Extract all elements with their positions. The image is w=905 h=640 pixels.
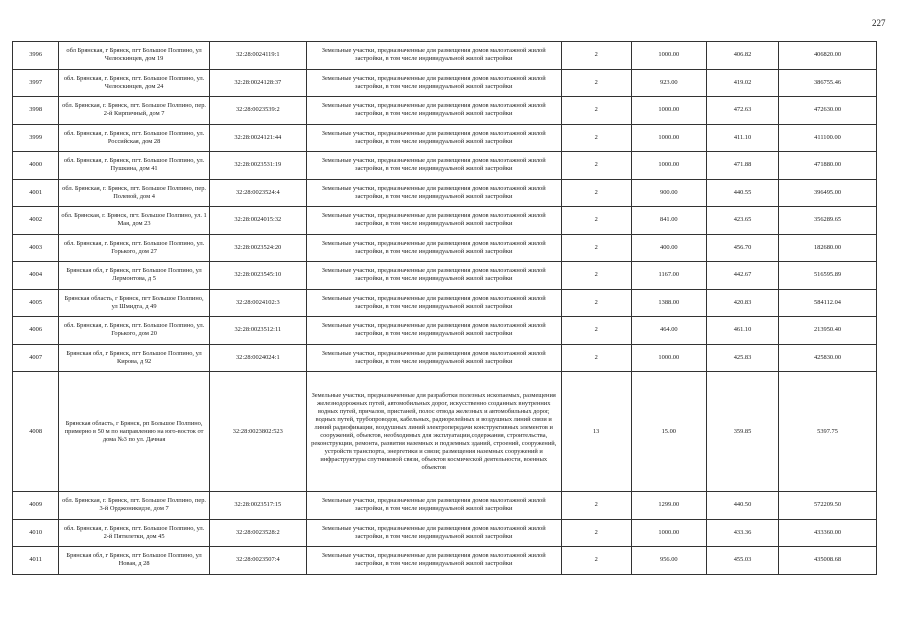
address-cell: Брянская область, г Брянск, рп Большое Полпино, примерно в 50 м по направлению на юго-восток от дома №3 по ул. Дачная [59, 372, 210, 492]
cadastral-number-cell: 32:28:0023545:10 [209, 262, 306, 290]
use-group-cell: 2 [561, 179, 631, 207]
table-row [13, 317, 877, 345]
specific-value-cell: 433.36 [706, 519, 778, 547]
use-group-cell: 2 [561, 289, 631, 317]
permitted-use-cell: Земельные участки, предназначенные для размещения домов малоэтажной жилой застройки, в том числе индивидуальной жилой застройки [306, 289, 561, 317]
use-group-cell: 2 [561, 97, 631, 125]
area-cell: 1388.00 [631, 289, 706, 317]
address-cell: обл Брянская, г Брянск, пгт Большое Полпино, ул Челюскинцев, дом 19 [59, 42, 210, 70]
table-row [13, 69, 877, 97]
cadastral-value-cell: 516595.89 [779, 262, 877, 290]
row-number-cell: 3998 [13, 97, 59, 125]
use-group-cell: 2 [561, 124, 631, 152]
table-row [13, 344, 877, 372]
address-cell: Брянская обл, г Брянск, пгт Большое Полпино, ул Кирова, д 92 [59, 344, 210, 372]
permitted-use-cell: Земельные участки, предназначенные для размещения домов малоэтажной жилой застройки, в том числе индивидуальной жилой застройки [306, 344, 561, 372]
address-cell: обл. Брянская, г. Брянск, пгт. Большое Полпино, ул. 2-й Пятилетки, дом 45 [59, 519, 210, 547]
cadastral-value-cell: 182680.00 [779, 234, 877, 262]
table-row [13, 262, 877, 290]
address-cell: обл. Брянская, г. Брянск, пгт. Большое Полпино, пер. 2-й Кирпичный, дом 7 [59, 97, 210, 125]
area-cell: 1000.00 [631, 152, 706, 180]
permitted-use-cell: Земельные участки, предназначенные для размещения домов малоэтажной жилой застройки, в том числе индивидуальной жилой застройки [306, 317, 561, 345]
use-group-cell: 2 [561, 262, 631, 290]
table-row [13, 179, 877, 207]
use-group-cell: 2 [561, 42, 631, 70]
permitted-use-cell: Земельные участки, предназначенные для размещения домов малоэтажной жилой застройки, в том числе индивидуальной жилой застройки [306, 124, 561, 152]
cadastral-number-cell: 32:28:0024121:44 [209, 124, 306, 152]
cadastral-value-cell: 356289.65 [779, 207, 877, 235]
area-cell: 1000.00 [631, 97, 706, 125]
row-number-cell: 4010 [13, 519, 59, 547]
area-cell: 956.00 [631, 547, 706, 575]
permitted-use-cell: Земельные участки, предназначенные для размещения домов малоэтажной жилой застройки, в том числе индивидуальной жилой застройки [306, 69, 561, 97]
address-cell: обл. Брянская, г. Брянск, пгт. Большое Полпино, ул. Горького, дом 20 [59, 317, 210, 345]
specific-value-cell: 419.02 [706, 69, 778, 97]
row-number-cell: 4007 [13, 344, 59, 372]
specific-value-cell: 411.10 [706, 124, 778, 152]
cadastral-number-cell: 32:28:0023517:15 [209, 492, 306, 520]
cadastral-value-cell: 425830.00 [779, 344, 877, 372]
cadastral-value-cell: 396495.00 [779, 179, 877, 207]
specific-value-cell: 420.83 [706, 289, 778, 317]
cadastral-number-cell: 32:28:0024024:1 [209, 344, 306, 372]
specific-value-cell: 425.83 [706, 344, 778, 372]
area-cell: 1000.00 [631, 519, 706, 547]
row-number-cell: 4002 [13, 207, 59, 235]
address-cell: обл. Брянская, г. Брянск, пгт. Большое Полпино, ул. Горького, дом 27 [59, 234, 210, 262]
cadastral-number-cell: 32:28:0024015:32 [209, 207, 306, 235]
cadastral-number-cell: 32:28:0024119:1 [209, 42, 306, 70]
row-number-cell: 4006 [13, 317, 59, 345]
cadastral-value-cell: 472630.00 [779, 97, 877, 125]
specific-value-cell: 423.65 [706, 207, 778, 235]
permitted-use-cell: Земельные участки, предназначенные для размещения домов малоэтажной жилой застройки, в том числе индивидуальной жилой застройки [306, 207, 561, 235]
area-cell: 1000.00 [631, 344, 706, 372]
cadastral-number-cell: 32:28:0024102:3 [209, 289, 306, 317]
table-row [13, 519, 877, 547]
permitted-use-cell: Земельные участки, предназначенные для размещения домов малоэтажной жилой застройки, в том числе индивидуальной жилой застройки [306, 97, 561, 125]
use-group-cell: 2 [561, 317, 631, 345]
specific-value-cell: 359.85 [706, 372, 778, 492]
permitted-use-cell: Земельные участки, предназначенные для размещения домов малоэтажной жилой застройки, в том числе индивидуальной жилой застройки [306, 262, 561, 290]
area-cell: 1000.00 [631, 124, 706, 152]
permitted-use-cell: Земельные участки, предназначенные для размещения домов малоэтажной жилой застройки, в том числе индивидуальной жилой застройки [306, 547, 561, 575]
row-number-cell: 4008 [13, 372, 59, 492]
cadastral-number-cell: 32:28:0023512:11 [209, 317, 306, 345]
use-group-cell: 2 [561, 492, 631, 520]
specific-value-cell: 440.55 [706, 179, 778, 207]
address-cell: Брянская обл, г Брянск, пгт Большое Полпино, ул Новая, д 28 [59, 547, 210, 575]
permitted-use-cell: Земельные участки, предназначенные для разработки полезных ископаемых, размещения железнодорожных путей, автомобильных дорог, искусственно созданных внутренних водных путей, причалов, пристаней, полос отвода железных и автомобильных дорог, водных путей, трубопроводов, кабельных, радиорелейных и воздушных линий связи и линий радиофикации, воздушных линий электропередачи конструктивных элементов и сооружений, объектов, необходимых для эксплуатации,содержания, строительства, реконструкции, ремонта, развития наземных и подземных зданий, строений, сооружений, устройств транспорта, энергетики и связи; размещения наземных сооружений и инфраструктуры спутниковой связи, объектов космической деятельности, военных объектов [306, 372, 561, 492]
permitted-use-cell: Земельные участки, предназначенные для размещения домов малоэтажной жилой застройки, в том числе индивидуальной жилой застройки [306, 519, 561, 547]
cadastral-number-cell: 32:28:0024128:37 [209, 69, 306, 97]
cadastral-value-cell: 406820.00 [779, 42, 877, 70]
table-row [13, 234, 877, 262]
specific-value-cell: 406.82 [706, 42, 778, 70]
specific-value-cell: 471.88 [706, 152, 778, 180]
cadastral-value-cell: 435008.68 [779, 547, 877, 575]
registry-body [13, 42, 877, 575]
permitted-use-cell: Земельные участки, предназначенные для размещения домов малоэтажной жилой застройки, в том числе индивидуальной жилой застройки [306, 42, 561, 70]
table-row [13, 207, 877, 235]
row-number-cell: 4004 [13, 262, 59, 290]
table-row [13, 97, 877, 125]
address-cell: обл. Брянская, г. Брянск, пгт. Большое Полпино, ул. Челюскинцев, дом 24 [59, 69, 210, 97]
cadastral-number-cell: 32:28:0023539:2 [209, 97, 306, 125]
specific-value-cell: 455.03 [706, 547, 778, 575]
table-row [13, 289, 877, 317]
page-number: 227 [872, 18, 886, 28]
cadastral-number-cell: 32:28:0023507:4 [209, 547, 306, 575]
use-group-cell: 13 [561, 372, 631, 492]
table-row [13, 42, 877, 70]
area-cell: 15.00 [631, 372, 706, 492]
area-cell: 1000.00 [631, 42, 706, 70]
table-row [13, 124, 877, 152]
cadastral-value-cell: 411100.00 [779, 124, 877, 152]
row-number-cell: 4000 [13, 152, 59, 180]
cadastral-number-cell: 32:28:0023524:4 [209, 179, 306, 207]
cadastral-number-cell: 32:28:0023802:523 [209, 372, 306, 492]
use-group-cell: 2 [561, 234, 631, 262]
specific-value-cell: 461.10 [706, 317, 778, 345]
use-group-cell: 2 [561, 519, 631, 547]
address-cell: Брянская обл, г Брянск, пгт Большое Полпино, ул Лермонтова, д 5 [59, 262, 210, 290]
use-group-cell: 2 [561, 207, 631, 235]
row-number-cell: 4009 [13, 492, 59, 520]
cadastral-value-cell: 433360.00 [779, 519, 877, 547]
area-cell: 1299.00 [631, 492, 706, 520]
area-cell: 1167.00 [631, 262, 706, 290]
permitted-use-cell: Земельные участки, предназначенные для размещения домов малоэтажной жилой застройки, в том числе индивидуальной жилой застройки [306, 152, 561, 180]
cadastral-number-cell: 32:28:0023531:19 [209, 152, 306, 180]
table-row [13, 492, 877, 520]
cadastral-value-cell: 386755.46 [779, 69, 877, 97]
specific-value-cell: 456.70 [706, 234, 778, 262]
area-cell: 900.00 [631, 179, 706, 207]
address-cell: обл. Брянская, г. Брянск, пгт. Большое Полпино, ул. Пушкина, дом 41 [59, 152, 210, 180]
cadastral-value-cell: 213950.40 [779, 317, 877, 345]
area-cell: 923.00 [631, 69, 706, 97]
table-row [13, 152, 877, 180]
row-number-cell: 3996 [13, 42, 59, 70]
area-cell: 464.00 [631, 317, 706, 345]
row-number-cell: 4003 [13, 234, 59, 262]
area-cell: 400.00 [631, 234, 706, 262]
use-group-cell: 2 [561, 152, 631, 180]
row-number-cell: 4005 [13, 289, 59, 317]
cadastral-value-cell: 5397.75 [779, 372, 877, 492]
address-cell: обл. Брянская, г. Брянск, пгт. Большое Полпино, ул. Российская, дом 28 [59, 124, 210, 152]
use-group-cell: 2 [561, 69, 631, 97]
cadastral-number-cell: 32:28:0023528:2 [209, 519, 306, 547]
cadastral-value-cell: 584112.04 [779, 289, 877, 317]
row-number-cell: 3999 [13, 124, 59, 152]
cadastral-value-cell: 572209.50 [779, 492, 877, 520]
address-cell: Брянская область, г Брянск, пгт Большое Полпино, ул Шмидта, д 49 [59, 289, 210, 317]
table-row [13, 372, 877, 492]
row-number-cell: 4001 [13, 179, 59, 207]
specific-value-cell: 472.63 [706, 97, 778, 125]
specific-value-cell: 442.67 [706, 262, 778, 290]
row-number-cell: 3997 [13, 69, 59, 97]
permitted-use-cell: Земельные участки, предназначенные для размещения домов малоэтажной жилой застройки, в том числе индивидуальной жилой застройки [306, 179, 561, 207]
cadastral-value-cell: 471880.00 [779, 152, 877, 180]
permitted-use-cell: Земельные участки, предназначенные для размещения домов малоэтажной жилой застройки, в том числе индивидуальной жилой застройки [306, 492, 561, 520]
specific-value-cell: 440.50 [706, 492, 778, 520]
address-cell: обл. Брянская, г. Брянск, пгт. Большое Полпино, пер. 3-й Орджоникидзе, дом 7 [59, 492, 210, 520]
cadastral-number-cell: 32:28:0023524:20 [209, 234, 306, 262]
use-group-cell: 2 [561, 344, 631, 372]
permitted-use-cell: Земельные участки, предназначенные для размещения домов малоэтажной жилой застройки, в том числе индивидуальной жилой застройки [306, 234, 561, 262]
row-number-cell: 4011 [13, 547, 59, 575]
land-registry-table [12, 41, 877, 575]
area-cell: 841.00 [631, 207, 706, 235]
use-group-cell: 2 [561, 547, 631, 575]
table-row [13, 547, 877, 575]
address-cell: обл. Брянская, г. Брянск, пгт. Большое Полпино, ул. 1 Мая, дом 23 [59, 207, 210, 235]
address-cell: обл. Брянская, г. Брянск, пгт. Большое Полпино, пер. Полевой, дом 4 [59, 179, 210, 207]
